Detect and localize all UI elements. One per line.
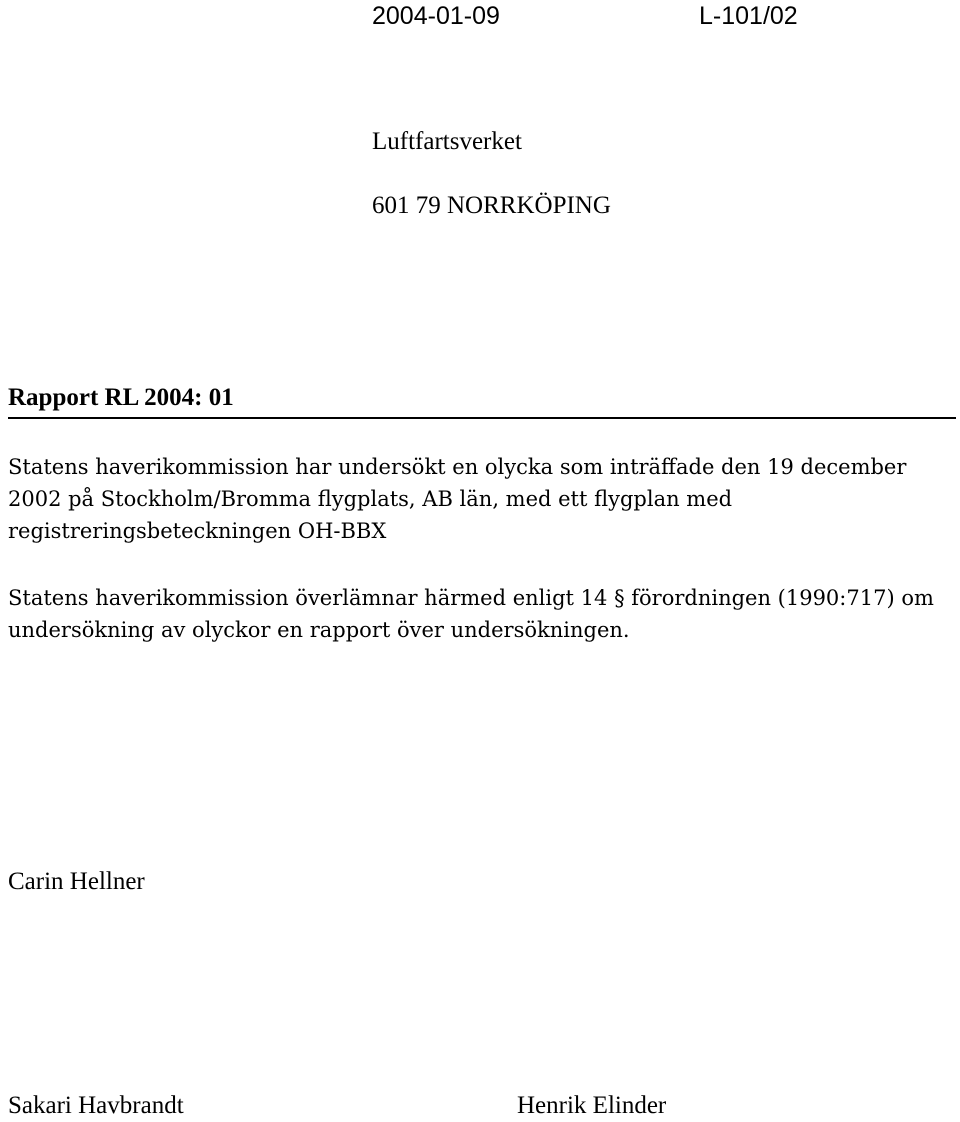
document-reference: L-101/02 bbox=[699, 2, 798, 30]
signature-sakari-havbrandt: Sakari Havbrandt bbox=[8, 1092, 184, 1119]
signature-henrik-elinder: Henrik Elinder bbox=[517, 1092, 667, 1119]
title-divider bbox=[8, 417, 956, 419]
document-date: 2004-01-09 bbox=[372, 2, 500, 30]
body-paragraph-2: Statens haverikommission överlämnar härmed enligt 14 § förordningen (1990:717) om undersökning av olyckor en rapport över undersökningen. bbox=[8, 586, 934, 642]
report-title: Rapport RL 2004: 01 bbox=[8, 384, 234, 411]
body-paragraph-1: Statens haverikommission har undersökt en olycka som inträffade den 19 december 2002 på Stockholm/Bromma flygplats, AB län, med ett flygplan med registreringsbeteckningen OH-BBX bbox=[8, 455, 907, 543]
recipient-postal-address: 601 79 NORRKÖPING bbox=[372, 192, 611, 219]
signature-carin-hellner: Carin Hellner bbox=[8, 868, 145, 895]
recipient-organization: Luftfartsverket bbox=[372, 128, 522, 155]
